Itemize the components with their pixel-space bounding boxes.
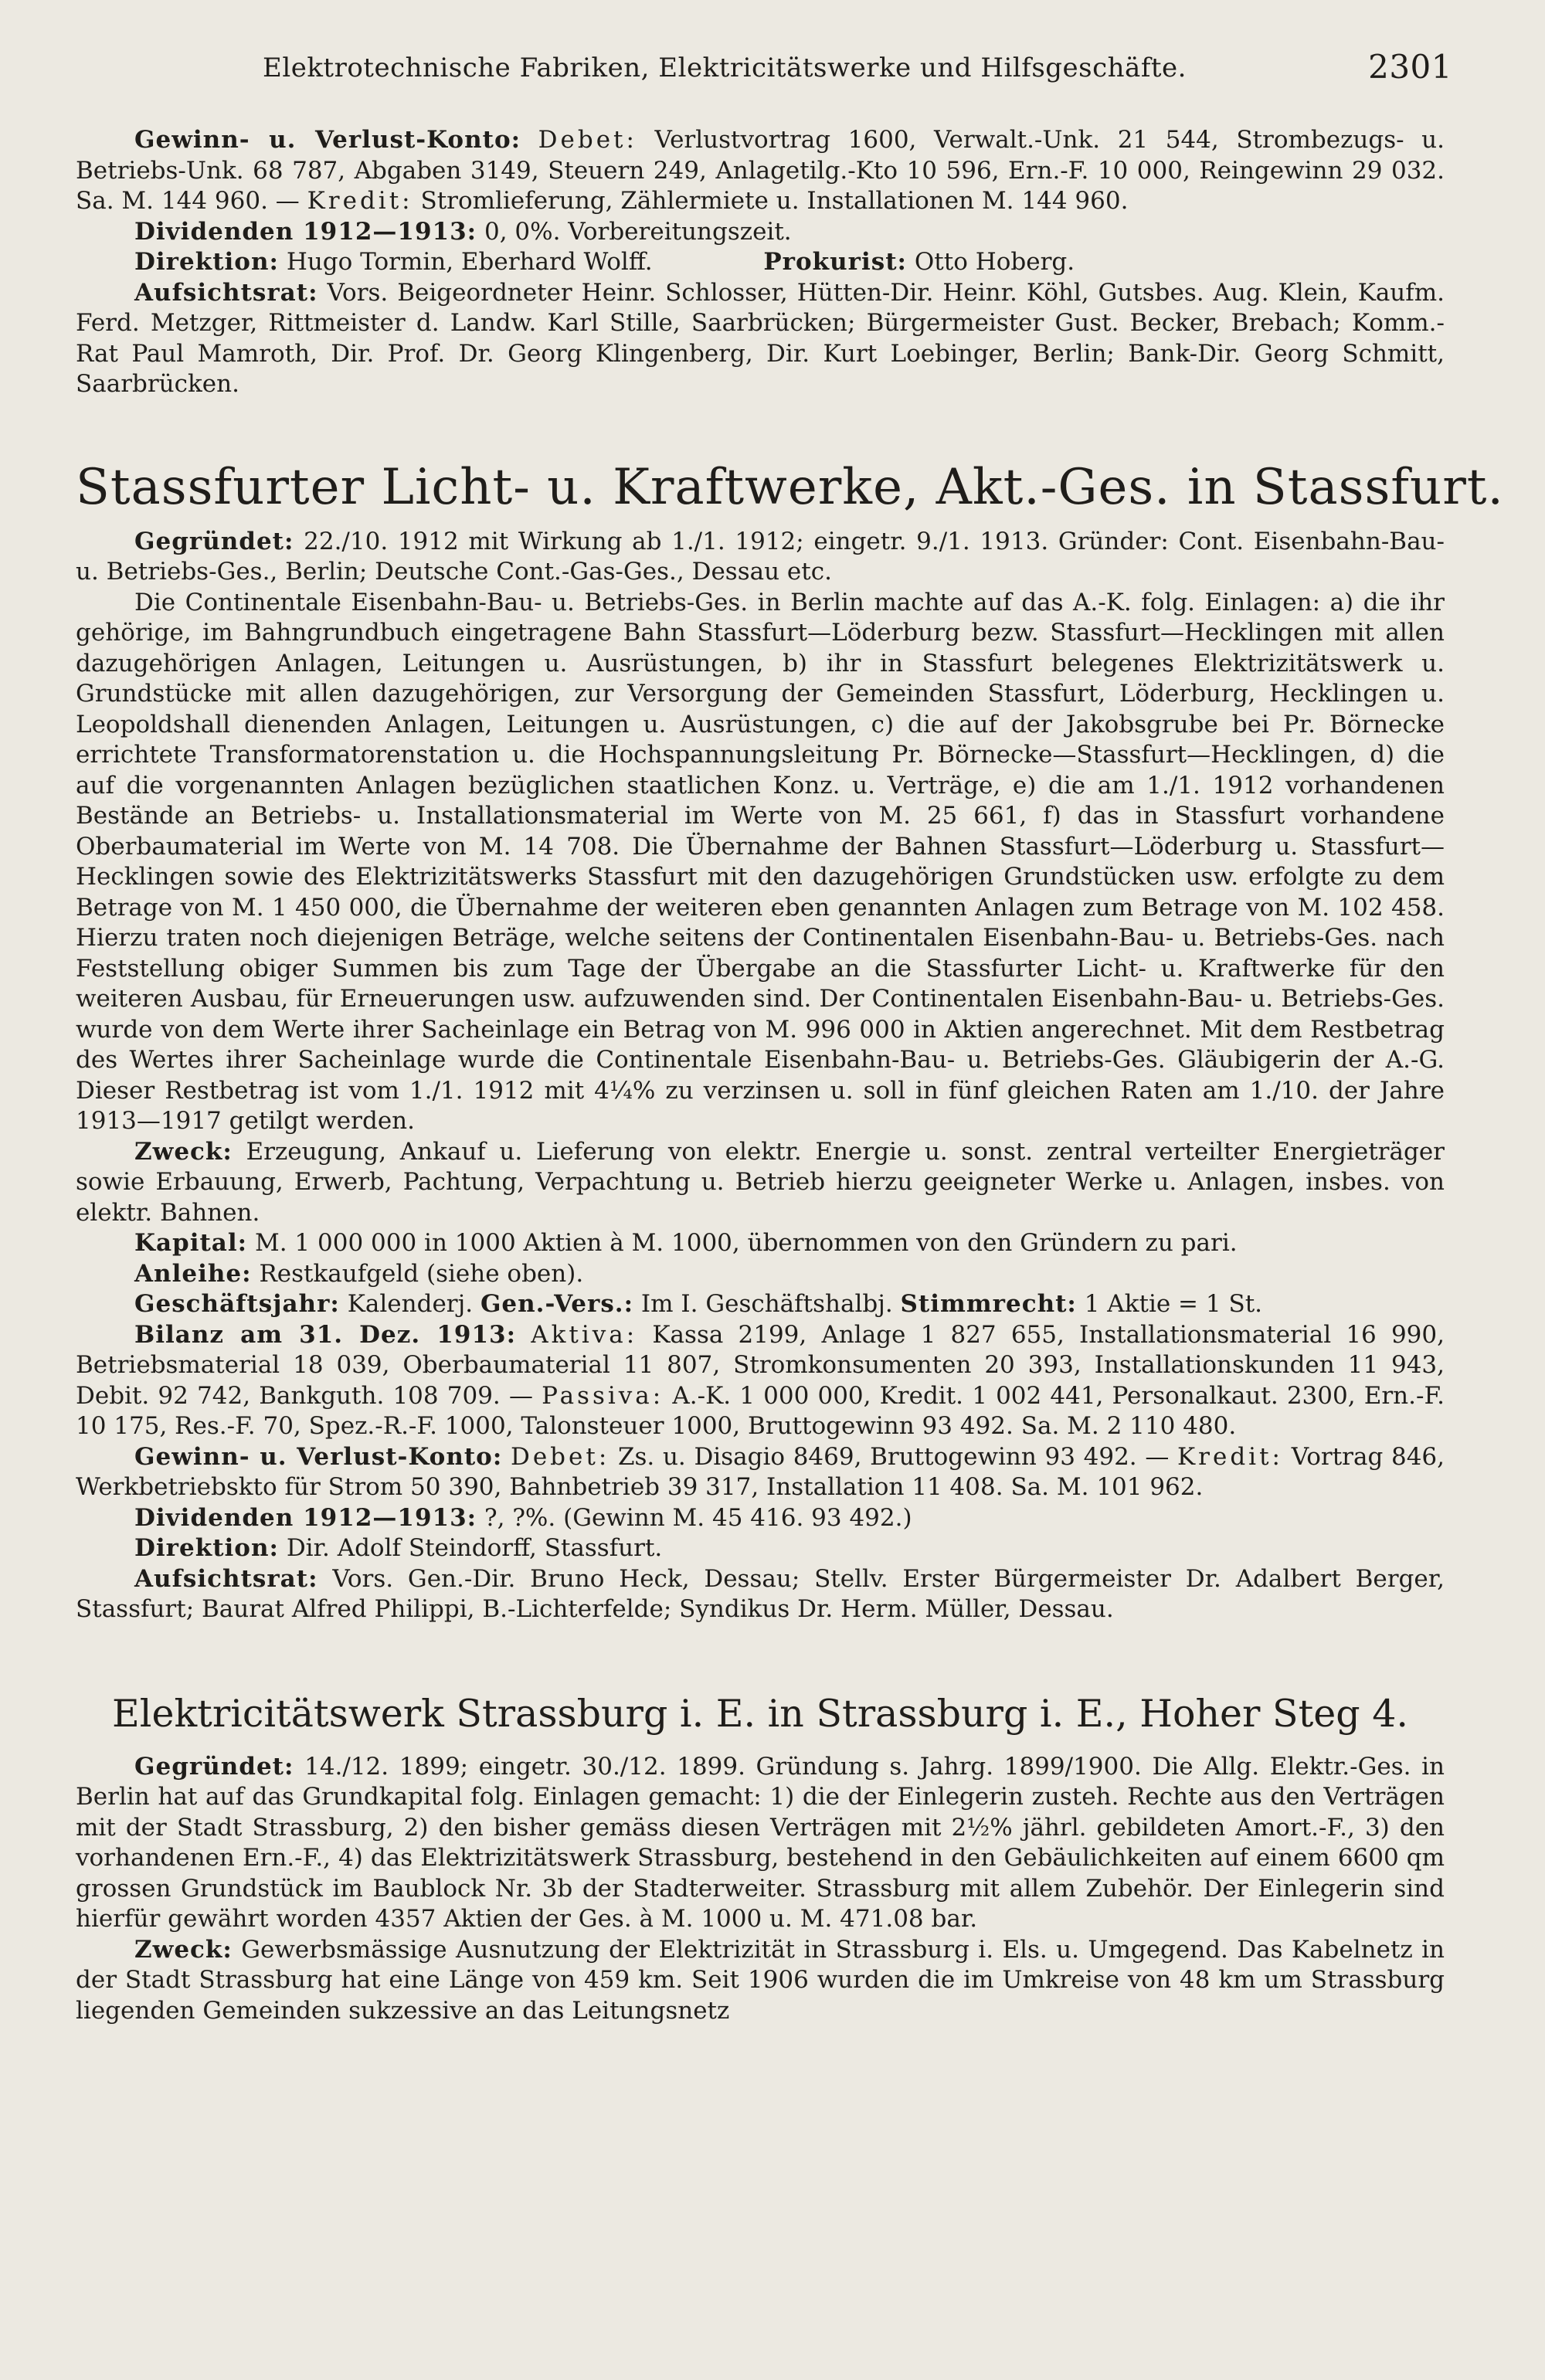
s2-bilanz-passiva: Passiva:: [542, 1381, 664, 1410]
s2-gegr-text: 22./10. 1912 mit Wirkung ab 1./1. 1912; eingetr. 9./1. 1913. Gründer: Cont. Eisenbahn-Bau- u. Betriebs-Ges., Berlin; Deutsche Cont.-Gas-Ges., Dessau etc.: [76, 527, 1445, 586]
s1-gv-debet: Debet:: [538, 126, 637, 154]
s1-dir-label: Direktion:: [134, 248, 279, 276]
s1-ar-text: Vors. Beigeordneter Heinr. Schlosser, Hütten-Dir. Heinr. Köhl, Gutsbes. Aug. Klein, Kaufm. Ferd. Metzger, Rittmeister d. Landw. Karl Stille, Saarbrücken; Bürgermeister Gust. Becker, Brebach; Komm.-Rat Paul Mamroth, Dir. Prof. Dr. Georg Klingenberg, Dir. Kurt Loebinger, Berlin; Bank-Dir. Georg Schmitt, Saarbrücken.: [76, 278, 1445, 398]
running-header: [263, 48, 1452, 94]
s3-zweck-text: Gewerbsmässige Ausnutzung der Elektrizität in Strassburg i. Els. u. Umgegend. Das Kabelnetz in der Stadt Strassburg hat eine Länge von 459 km. Seit 1906 wurden die im Umkreise von 48 km um Strassburg liegenden Gemeinden sukzessive an das Leitungsnetz: [76, 1935, 1445, 2025]
s2-heading: Stassfurter Licht- u. Kraftwerke, Akt.-Ges. in Stassfurt.: [76, 458, 1504, 516]
s2-guv-debet: Debet:: [510, 1442, 610, 1471]
s2-ar-paragraph: [76, 1564, 1445, 1625]
s2-ar-text: Vors. Gen.-Dir. Bruno Heck, Dessau; Stellv. Erster Bürgermeister Dr. Adalbert Berger, Stassfurt; Baurat Alfred Philippi, B.-Lichterfelde; Syndikus Dr. Herm. Müller, Dessau.: [76, 1564, 1445, 1623]
s2-kapital-paragraph: [76, 1228, 1445, 1259]
s2-dir-label: Direktion:: [134, 1534, 279, 1562]
s2-div-paragraph: [76, 1503, 1445, 1534]
s2-anleihe-paragraph: [76, 1259, 1445, 1290]
s2-ar-label: Aufsichtsrat:: [134, 1564, 318, 1593]
s3-gegr-label: Gegründet:: [134, 1752, 294, 1781]
s3-zweck-label: Zweck:: [134, 1935, 233, 1964]
s3-gegr-paragraph: [76, 1752, 1445, 1935]
s2-guv-paragraph: [76, 1442, 1445, 1503]
s2-stimm-label: Stimmrecht:: [900, 1290, 1077, 1318]
s2-zweck-paragraph: [76, 1137, 1445, 1229]
s2-guv-text2: Vortrag 846, Werkbetriebskto für Strom 50 390, Bahnbetrieb 39 317, Installation 11 408. Sa. M. 101 962.: [76, 1442, 1445, 1501]
s1-gv-label: Gewinn- u. Verlust-Konto:: [134, 126, 521, 154]
page-number: 2301: [1368, 48, 1452, 86]
s2-gegr-paragraph: [76, 527, 1445, 588]
s2-guv-label: Gewinn- u. Verlust-Konto:: [134, 1442, 503, 1471]
s2-gegr-label: Gegründet:: [134, 527, 294, 555]
s2-bilanz-aktiva: Aktiva:: [531, 1320, 638, 1349]
s2-bilanz-text2: A.-K. 1 000 000, Kredit. 1 002 441, Personalkaut. 2300, Ern.-F. 10 175, Res.-F. 70, Spez.-R.-F. 1000, Talonsteuer 1000, Bruttogewinn 93 492. Sa. M. 2 110 480.: [76, 1381, 1445, 1440]
s2-genvers-label: Gen.-Vers.:: [480, 1290, 634, 1318]
s1-gv-kredit: Kredit:: [307, 187, 413, 215]
s3-gegr-text: 14./12. 1899; eingetr. 30./12. 1899. Gründung s. Jahrg. 1899/1900. Die Allg. Elektr.-Ges. in Berlin hat auf das Grundkapital folg. Einlagen gemacht: 1) die der Einlegerin zusteh. Rechte aus den Verträgen mit der Stadt Strassburg, 2) den bisher gemäss diesen Verträgen mit 2½% jährl. gebildeten Amort.-F., 3) den vorhandenen Ern.-F., 4) das Elektrizitätswerk Strassburg, bestehend in den Gebäulichkeiten auf einem 6600 qm grossen Grundstück im Baublock Nr. 3b der Stadterweiter. Strassburg mit allem Zubehör. Der Einlegerin sind hierfür gewährt worden 4357 Aktien der Ges. à M. 1000 u. M. 471.08 bar.: [76, 1752, 1445, 1933]
s2-anleihe-text: Restkaufgeld (siehe oben).: [259, 1259, 584, 1288]
s1-dir-paragraph: [76, 247, 1445, 278]
s2-einlagen-paragraph: Die Continentale Eisenbahn-Bau- u. Betriebs-Ges. in Berlin machte auf das A.-K. folg. Einlagen: a) die ihr gehörige, im Bahngrundbuch eingetragene Bahn Stassfurt—Löderburg bezw. Stassfurt—Hecklingen mit allen dazugehörigen Anlagen, Leitungen u. Ausrüstungen, b) ihr in Stassfurt belegenes Elektrizitätswerk u. Grundstücke mit allen dazugehörigen, zur Versorgung der Gemeinden Stassfurt, Löderburg, Hecklingen u. Leopoldshall dienenden Anlagen, Leitungen u. Ausrüstungen, c) die auf der Jakobsgrube bei Pr. Börnecke errichtete Transformatorenstation u. die Hochspannungsleitung Pr. Börnecke—Stassfurt—Hecklingen, d) die auf die vorgenannten Anlagen bezüglichen staatlichen Konz. u. Verträge, e) die am 1./1. 1912 vorhandenen Bestände an Betriebs- u. Installationsmaterial im Werte von M. 25 661, f) das in Stassfurt vorhandene Oberbaumaterial im Werte von M. 14 708. Die Übernahme der Bahnen Stassfurt—Löderburg u. Stassfurt—Hecklingen sowie des Elektrizitätswerks Stassfurt mit den dazugehörigen Grundstücken usw. erfolgte zu dem Betrage von M. 1 450 000, die Übernahme der weiteren eben genannten Anlagen zum Betrage von M. 102 458. Hierzu traten noch diejenigen Beträge, welche seitens der Continentalen Eisenbahn-Bau- u. Betriebs-Ges. nach Feststellung obiger Summen bis zum Tage der Übergabe an die Stassfurter Licht- u. Kraftwerke für den weiteren Ausbau, für Erneuerungen usw. aufzuwenden sind. Der Continentalen Eisenbahn-Bau- u. Betriebs-Ges. wurde von dem Werte ihrer Sacheinlage ein Betrag von M. 996 000 in Aktien angerechnet. Mit dem Restbetrag des Wertes ihrer Sacheinlage wurde die Continentale Eisenbahn-Bau- u. Betriebs-Ges. Gläubigerin der A.-G. Dieser Restbetrag ist vom 1./1. 1912 mit 4¼% zu verzinsen u. soll in fünf gleichen Raten am 1./10. der Jahre 1913—1917 getilgt werden.: [76, 588, 1445, 1135]
s2-dir-text: Dir. Adolf Steindorff, Stassfurt.: [286, 1534, 663, 1562]
s2-div-label: Dividenden 1912—1913:: [134, 1503, 477, 1532]
s2-gj-text: Kalenderj.: [347, 1290, 474, 1318]
s2-gj-paragraph: [76, 1289, 1445, 1320]
s2-zweck-label: Zweck:: [134, 1137, 233, 1166]
s1-dir-text: Hugo Tormin, Eberhard Wolff.: [286, 248, 653, 276]
s2-div-text: ?, ?%. (Gewinn M. 45 416. 93 492.): [484, 1503, 912, 1532]
s1-prok-text: Otto Hoberg.: [914, 248, 1075, 276]
s1-ar-label: Aufsichtsrat:: [134, 278, 318, 307]
s1-ar-paragraph: [76, 278, 1445, 400]
s2-bilanz-paragraph: [76, 1320, 1445, 1442]
s3-zweck-paragraph: [76, 1935, 1445, 2027]
s2-zweck-text: Erzeugung, Ankauf u. Lieferung von elektr. Energie u. sonst. zentral verteilter Energieträger sowie Erbauung, Erwerb, Pachtung, Verpachtung u. Betrieb hierzu geeigneter Werke u. Anlagen, insbes. von elektr. Bahnen.: [76, 1137, 1445, 1227]
s2-stimm-text: 1 Aktie = 1 St.: [1084, 1290, 1263, 1318]
s3-heading: Elektricitätswerk Strassburg i. E. in Strassburg i. E., Hoher Steg 4.: [112, 1691, 1408, 1736]
s2-kapital-label: Kapital:: [134, 1229, 248, 1257]
s2-guv-kredit: Kredit:: [1177, 1442, 1283, 1471]
s1-div-text: 0, 0%. Vorbereitungszeit.: [484, 217, 792, 246]
s2-dir-paragraph: [76, 1533, 1445, 1564]
s1-gv-text2: Stromlieferung, Zählermiete u. Installationen M. 144 960.: [420, 187, 1129, 215]
s2-anleihe-label: Anleihe:: [134, 1259, 252, 1288]
s1-gv-paragraph: [76, 125, 1445, 217]
s2-genvers-text: Im I. Geschäftshalbj.: [640, 1290, 893, 1318]
s2-gj-label: Geschäftsjahr:: [134, 1290, 340, 1318]
s1-div-paragraph: [76, 217, 1445, 248]
page-content: [76, 125, 1504, 2026]
s1-div-label: Dividenden 1912—1913:: [134, 217, 477, 246]
s2-guv-text1: Zs. u. Disagio 8469, Bruttogewinn 93 492. —: [617, 1442, 1170, 1471]
s2-bilanz-text1: Kassa 2199, Anlage 1 827 655, Installationsmaterial 16 990, Betriebsmaterial 18 039, Oberbaumaterial 11 807, Stromkonsumenten 20 393, Installationskunden 11 943, Debit. 92 742, Bankguth. 108 709. —: [76, 1320, 1445, 1410]
s2-kapital-text: M. 1 000 000 in 1000 Aktien à M. 1000, übernommen von den Gründern zu pari.: [254, 1229, 1238, 1257]
header-title: Elektrotechnische Fabriken, Elektricitätswerke und Hilfsgeschäfte.: [263, 53, 1187, 83]
s1-prok-label: Prokurist:: [763, 248, 908, 276]
s2-bilanz-label: Bilanz am 31. Dez. 1913:: [134, 1320, 517, 1349]
s1-gv-text1: Verlustvortrag 1600, Verwalt.-Unk. 21 544, Strombezugs- u. Betriebs-Unk. 68 787, Abgaben 3149, Steuern 249, Anlagetilg.-Kto 10 596, Ern.-F. 10 000, Reingewinn 29 032. Sa. M. 144 960. —: [76, 126, 1445, 215]
